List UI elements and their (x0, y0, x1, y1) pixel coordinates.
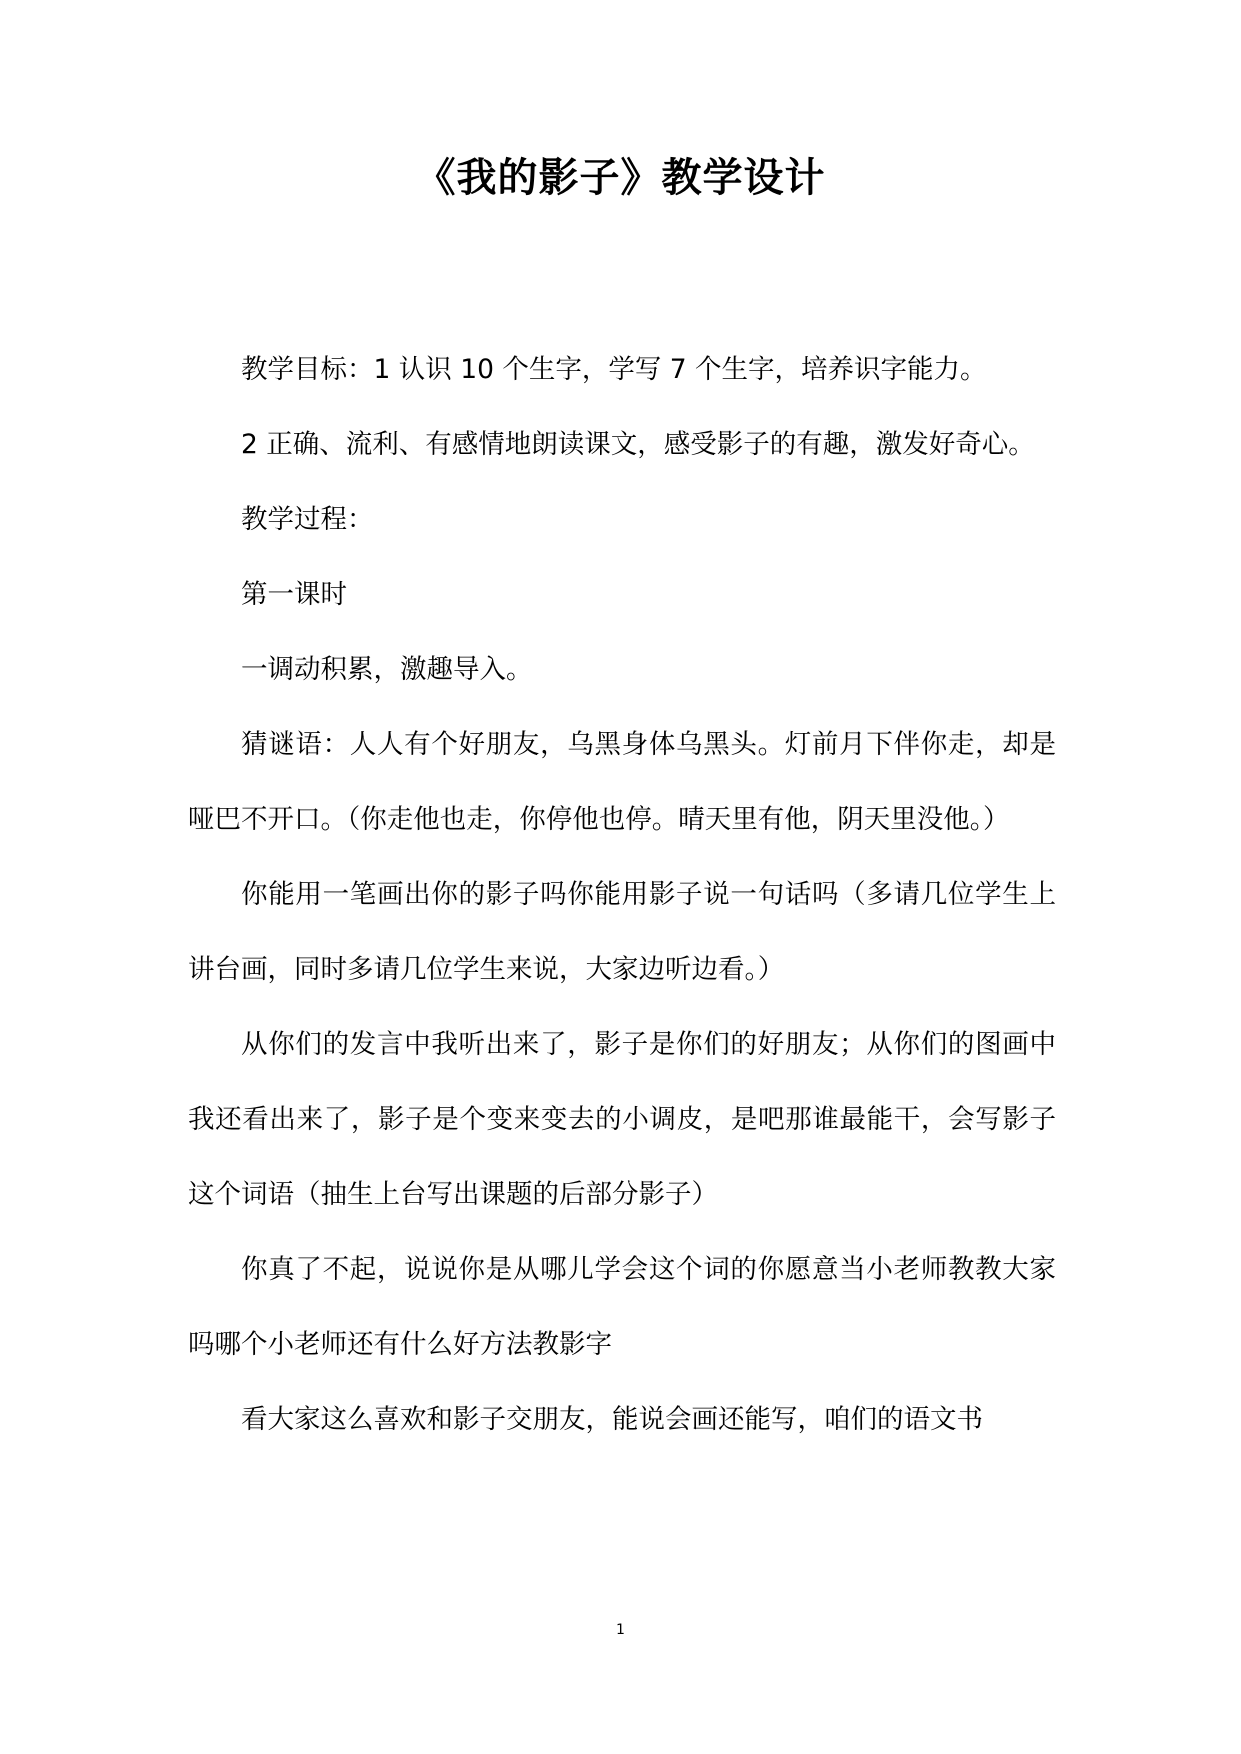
document-body (188, 332, 1056, 1457)
paragraph-teaching-process-heading: 教学过程： (241, 504, 374, 535)
paragraph-first-lesson-heading: 第一课时 (241, 579, 347, 610)
page-number: 1 (616, 1622, 625, 1638)
paragraph-good-friend: 从你们的发言中我听出来了，影子是你们的好朋友；从你们的图画中我还看出来了，影子是个变来变去的小调皮，是吧那谁最能干，会写影子这个词语（抽生上台写出课题的后部分影子） (188, 1029, 1056, 1210)
paragraph-section-one-heading: 一调动积累，激趣导入。 (241, 654, 533, 685)
paragraph-teaching-goal-2: 2 正确、流利、有感情地朗读课文，感受影子的有趣，激发好奇心。 (241, 429, 1035, 460)
document-title: 《我的影子》教学设计 (415, 154, 826, 201)
paragraph-textbook: 看大家这么喜欢和影子交朋友，能说会画还能写，咱们的语文书 (241, 1404, 983, 1435)
paragraph-little-teacher: 你真了不起，说说你是从哪儿学会这个词的你愿意当小老师教教大家吗哪个小老师还有什么好方法教影字 (188, 1254, 1056, 1360)
paragraph-teaching-goal-1: 教学目标：1 认识 10 个生字，学写 7 个生字，培养识字能力。 (241, 354, 987, 385)
paragraph-riddle: 猜谜语：人人有个好朋友，乌黑身体乌黑头。灯前月下伴你走，却是哑巴不开口。（你走他也走，你停他也停。晴天里有他，阴天里没他。） (188, 729, 1056, 835)
paragraph-draw-shadow: 你能用一笔画出你的影子吗你能用影子说一句话吗（多请几位学生上讲台画，同时多请几位学生来说，大家边听边看。） (188, 879, 1056, 985)
